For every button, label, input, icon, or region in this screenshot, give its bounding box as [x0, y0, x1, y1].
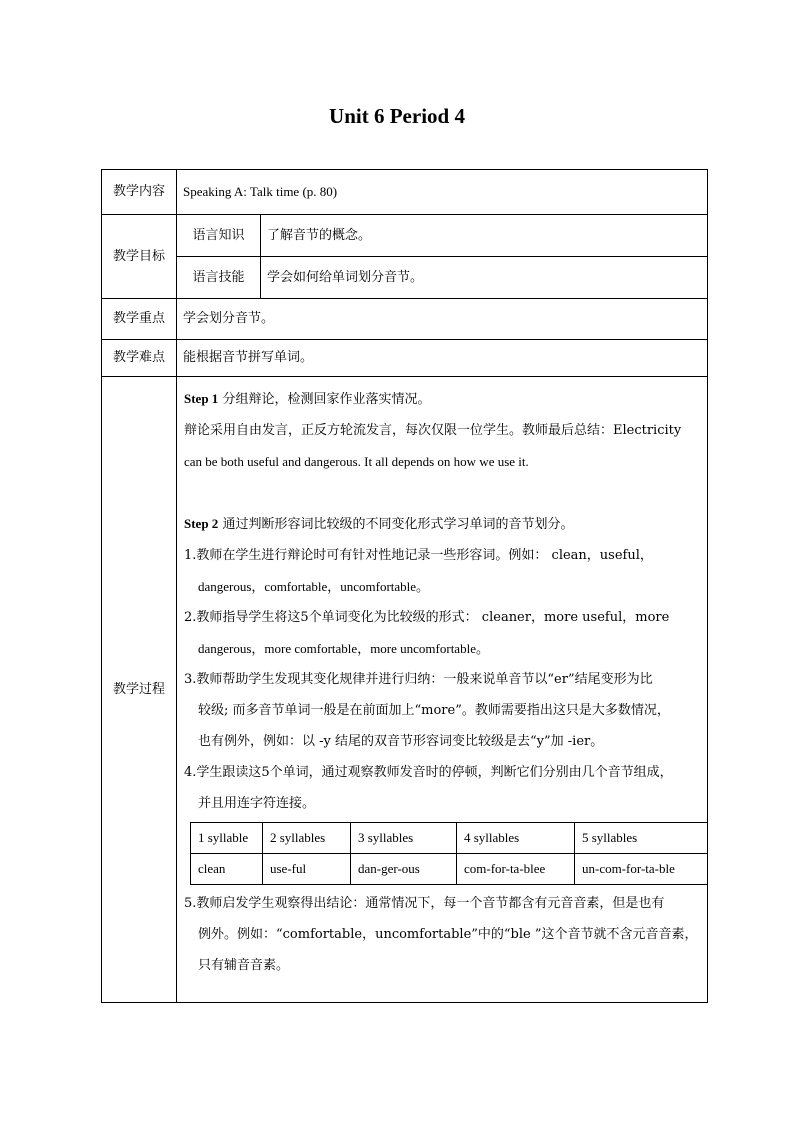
item5-line: 5.教师启发学生观察得出结论：通常情况下，每一个音节都含有元音音素，但是也有	[184, 896, 665, 911]
step1-heading	[184, 383, 703, 415]
item3-line: 也有例外，例如：以 -y 结尾的双音节形容词变比较级是去“y”加 -ier。	[198, 734, 604, 749]
step1-text-line: can be both useful and dangerous. It all depends on how we use it.	[184, 454, 529, 469]
difficulty-label: 教学难点	[102, 340, 177, 377]
spacer	[184, 477, 703, 508]
key-point-row	[102, 299, 708, 340]
item4-line: 4.学生跟读这5个单词，通过观察教师发音时的停顿，判断它们分别由几个音节组成，	[184, 765, 673, 780]
syllable-header: 1 syllable	[191, 823, 263, 854]
item3-line: 3.教师帮助学生发现其变化规律并进行归纳：一般来说单音节以“er”结尾变形为比	[184, 672, 653, 687]
syllable-word: un-com-for-ta-ble	[575, 854, 708, 885]
content-value: Speaking A: Talk time (p. 80)	[177, 170, 708, 215]
difficulty-row	[102, 340, 708, 377]
syllable-header: 2 syllables	[263, 823, 351, 854]
page-title: Unit 6 Period 4	[329, 104, 465, 128]
item1-line: 1.教师在学生进行辩论时可有针对性地记录一些形容词。例如： clean，useful，	[184, 548, 653, 563]
objective-knowledge-value: 了解音节的概念。	[261, 215, 708, 257]
step2-heading	[184, 508, 703, 540]
step1-text-line: 辩论采用自由发言，正反方轮流发言，每次仅限一位学生。教师最后总结：Electricity	[184, 423, 682, 438]
step1-number: Step 1	[184, 391, 219, 406]
syllable-table	[190, 822, 708, 885]
objective-skill-value: 学会如何给单词划分音节。	[261, 257, 708, 299]
objective-skill-label: 语言技能	[177, 257, 261, 299]
content-row	[102, 170, 708, 215]
difficulty-value: 能根据音节拼写单词。	[177, 340, 708, 377]
syllable-header-row	[191, 823, 708, 854]
process-label: 教学过程	[102, 377, 177, 1003]
item2-line: dangerous，more comfortable，more uncomfortable。	[198, 641, 489, 656]
process-row	[102, 377, 708, 1003]
objective-row-knowledge	[102, 215, 708, 257]
content-label: 教学内容	[102, 170, 177, 215]
objective-knowledge-label: 语言知识	[177, 215, 261, 257]
lesson-plan-table	[101, 169, 708, 1003]
item5-line: 例外。例如：“comfortable，uncomfortable”中的“ble ”这个音节就不含元音音素，	[198, 927, 698, 942]
key-point-label: 教学重点	[102, 299, 177, 340]
syllable-word: dan-ger-ous	[351, 854, 457, 885]
item3-line: 较级; 而多音节单词一般是在前面加上“more”。教师需要指出这只是大多数情况，	[198, 703, 670, 718]
objective-row-skill	[102, 257, 708, 299]
item5-line: 只有辅音音素。	[198, 958, 290, 973]
syllable-word: com-for-ta-blee	[457, 854, 575, 885]
step2-number: Step 2	[184, 516, 219, 531]
step2-title: 通过判断形容词比较级的不同变化形式学习单词的音节划分。	[218, 517, 574, 532]
item4-line: 并且用连字符连接。	[198, 796, 316, 811]
key-point-value: 学会划分音节。	[177, 299, 708, 340]
step1-title: 分组辩论，检测回家作业落实情况。	[218, 392, 431, 407]
syllable-header: 3 syllables	[351, 823, 457, 854]
syllable-header: 4 syllables	[457, 823, 575, 854]
syllable-word: use-ful	[263, 854, 351, 885]
process-content	[177, 377, 708, 1003]
item1-line: dangerous，comfortable，uncomfortable。	[198, 579, 430, 594]
objectives-label: 教学目标	[102, 215, 177, 299]
item2-line: 2.教师指导学生将这5个单词变化为比较级的形式： cleaner，more useful，more	[184, 610, 670, 625]
syllable-word-row	[191, 854, 708, 885]
syllable-word: clean	[191, 854, 263, 885]
syllable-header: 5 syllables	[575, 823, 708, 854]
